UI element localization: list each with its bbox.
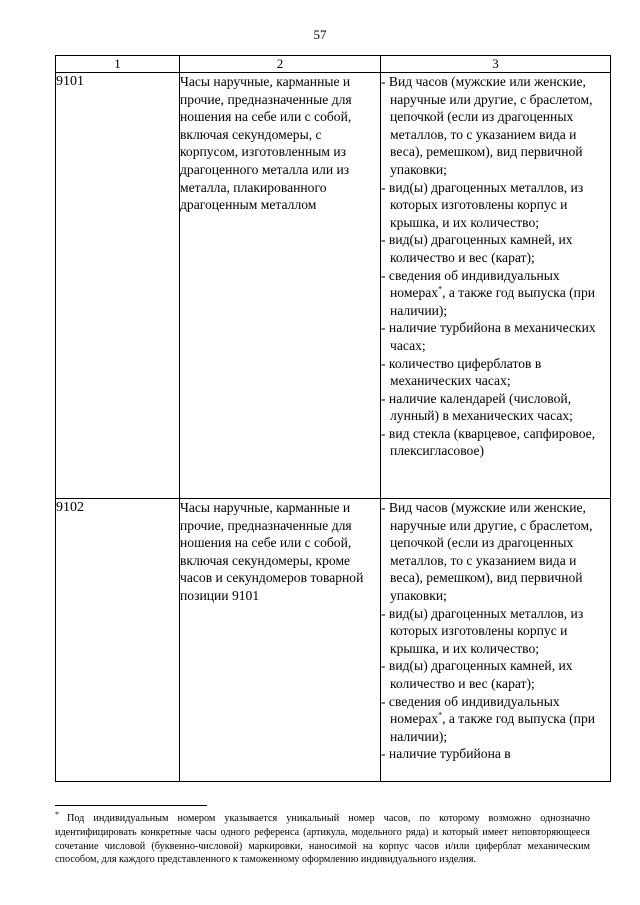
requirement-item: - количество циферблатов в механических часах;: [381, 355, 542, 389]
column-header-2: 2: [180, 56, 381, 73]
requirements-cell: [381, 73, 611, 499]
column-header-1: 1: [56, 56, 180, 73]
tariff-code-cell: 9102: [56, 499, 180, 782]
requirement-item: - вид(ы) драгоценных металлов, из которых изготовлены корпус и крышка, и их количество;: [381, 179, 584, 230]
column-header-3: 3: [381, 56, 611, 73]
table-row: [56, 73, 611, 499]
table-header-row: [56, 56, 611, 73]
requirement-item: - наличие турбийона в механических часах;: [381, 320, 596, 353]
footnote-divider: [55, 805, 207, 806]
requirements-list: [381, 499, 610, 763]
tariff-code-cell: 9101: [56, 73, 180, 499]
page-number: 57: [313, 27, 327, 42]
requirement-item: - вид(ы) драгоценных камней, их количество и вес (карат);: [381, 232, 573, 265]
footnote-text: Под индивидуальным номером указывается уникальный номер часов, по которому возможно однозначно идентифицировать конкретные часы одного референса (артикула, модельного ряда) и который имеет неповторяющееся сочетание числовой (буквенно-числовой) маркировки, наносимой на корпус часов и/или циферблат механическим способом, для каждого представленного к таможенному оформлению индивидуального изделия.: [55, 813, 590, 866]
requirement-item: - вид(ы) драгоценных камней, их количество и вес (карат);: [381, 658, 573, 691]
requirement-item: - вид(ы) драгоценных металлов, из которых изготовлены корпус и крышка, и их количество;: [381, 605, 584, 656]
goods-description-cell: Часы наручные, карманные и прочие, предназначенные для ношения на себе или с собой, включая секундомеры, с корпусом, изготовленным из драгоценного металла или из металла, плакированного драгоценным металлом: [180, 73, 381, 499]
footnote-mark: *: [55, 809, 59, 819]
goods-requirements-table: [55, 55, 611, 782]
requirements-list: [381, 73, 610, 460]
goods-description-cell: Часы наручные, карманные и прочие, предназначенные для ношения на себе или с собой, включая секундомеры, кроме часов и секундомеров товарной позиции 9101: [180, 499, 381, 782]
requirement-item: - Вид часов (мужские или женские, наручные или другие, с браслетом, цепочкой (если из драгоценных металлов, то с указанием вида и веса), ремешком), вид первичной упаковки;: [381, 74, 593, 177]
requirement-item: - сведения об индивидуальных номерах*, а также год выпуска (при наличии);: [381, 693, 596, 744]
requirement-item: - наличие календарей (числовой, лунный) в механических часах;: [381, 390, 573, 424]
requirement-item: - сведения об индивидуальных номерах*, а также год выпуска (при наличии);: [381, 267, 596, 318]
requirement-item: - Вид часов (мужские или женские, наручные или другие, с браслетом, цепочкой (если из драгоценных металлов, то с указанием вида и веса), ремешком), вид первичной упаковки;: [381, 500, 593, 603]
requirements-cell: [381, 499, 611, 782]
requirement-item: - наличие турбийона в: [381, 746, 511, 762]
table-row: [56, 499, 611, 782]
requirement-item: - вид стекла (кварцевое, сапфировое, плексигласовое): [381, 425, 596, 459]
footnote: [55, 809, 590, 867]
